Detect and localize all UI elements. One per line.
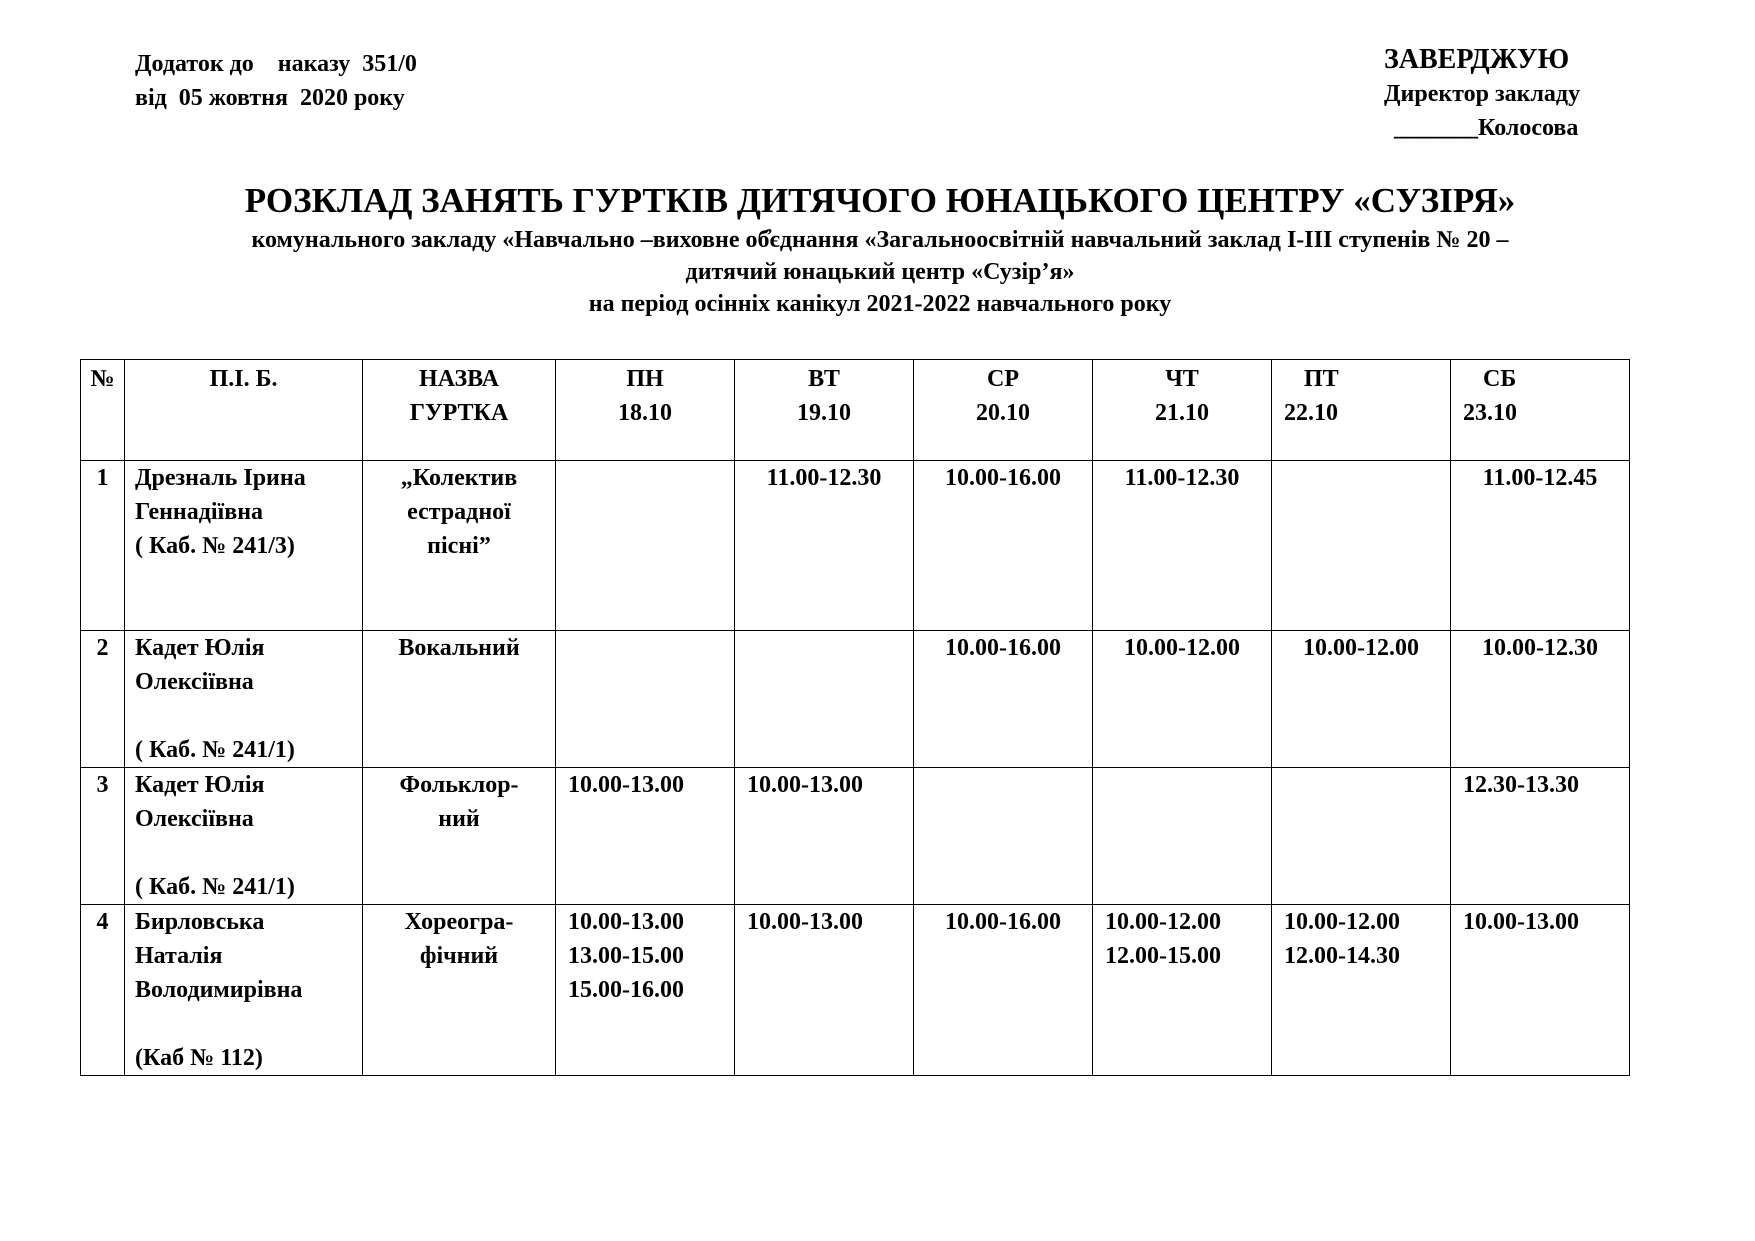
time-cell-fri: [1272, 905, 1451, 1076]
time-slot: 10.00-12.00: [1303, 635, 1419, 661]
header-day-sat: [1451, 360, 1630, 461]
time-cell-wed: [914, 631, 1093, 768]
subtitle-line-3: на період осінніх канікул 2021-2022 навчального року: [588, 291, 1172, 317]
time-cell-thu: [1093, 461, 1272, 631]
time-cell-thu: [1093, 631, 1272, 768]
time-cell-mon: [556, 905, 735, 1076]
time-slot: 10.00-12.00: [1124, 635, 1240, 661]
order-line-1: Додаток до наказу 351/0: [135, 51, 417, 77]
teacher-name-line: Володимирівна: [135, 977, 303, 1003]
club-name: [363, 631, 556, 768]
teacher-name-line: Дрезналь Ірина: [135, 465, 306, 491]
club-name-line: ний: [438, 806, 480, 832]
director-signature: _______Колосова: [1394, 115, 1579, 141]
row-number: 4: [81, 905, 125, 1076]
teacher-name-line: (Каб № 112): [135, 1045, 263, 1071]
table-row: [81, 768, 1630, 905]
header-day-wed: [914, 360, 1093, 461]
time-cell-tue: [735, 461, 914, 631]
time-slot: 10.00-12.30: [1482, 635, 1598, 661]
time-slot: 10.00-13.00: [568, 909, 684, 935]
time-cell-tue: [735, 631, 914, 768]
teacher-name-line: [135, 836, 362, 870]
order-reference: [135, 47, 417, 115]
time-slot: 10.00-13.00: [1463, 909, 1579, 935]
subtitle-line-1: комунального закладу «Навчально –виховне об̓єднання «Загальноосвітній навчальний заклад І-ІІІ ступенів № 20 –: [251, 227, 1509, 253]
teacher-name-line: [135, 699, 362, 733]
teacher-name-line: ( Каб. № 241/3): [135, 533, 295, 559]
time-cell-fri: [1272, 461, 1451, 631]
teacher-name-line: ( Каб. № 241/1): [135, 874, 295, 900]
table-row: [81, 905, 1630, 1076]
day-name: СБ: [1483, 366, 1517, 392]
teacher-name-line: Олексіївна: [135, 806, 254, 832]
time-slot: 10.00-12.00: [1284, 909, 1400, 935]
subtitle-line-2: дитячий юнацький центр «Сузір’я»: [685, 259, 1075, 285]
day-date: 18.10: [618, 400, 672, 426]
club-name-line: естрадної: [407, 499, 511, 525]
teacher-name-line: ( Каб. № 241/1): [135, 737, 295, 763]
time-slot: 12.00-14.30: [1284, 943, 1400, 969]
teacher-name-line: Наталія: [135, 943, 223, 969]
club-name-line: пісні”: [427, 533, 491, 559]
day-date: 23.10: [1463, 400, 1517, 426]
header-name: П.І. Б.: [125, 360, 363, 461]
time-cell-wed: [914, 768, 1093, 905]
time-cell-wed: [914, 905, 1093, 1076]
row-number: 1: [81, 461, 125, 631]
time-slot: 13.00-15.00: [568, 943, 684, 969]
time-cell-sat: [1451, 768, 1630, 905]
header-num: №: [81, 360, 125, 461]
time-slot: 15.00-16.00: [568, 977, 684, 1003]
schedule-table: [80, 359, 1630, 1076]
club-name: [363, 461, 556, 631]
table-row: [81, 461, 1630, 631]
director-position: Директор закладу: [1384, 81, 1581, 107]
day-name: ВТ: [808, 366, 840, 392]
time-cell-fri: [1272, 631, 1451, 768]
time-cell-tue: [735, 905, 914, 1076]
club-name-line: фічний: [419, 943, 499, 969]
time-slot: 10.00-16.00: [945, 465, 1061, 491]
time-cell-mon: [556, 631, 735, 768]
day-date: 21.10: [1155, 400, 1209, 426]
approval-block: [1384, 43, 1580, 145]
time-cell-thu: [1093, 905, 1272, 1076]
schedule-body: [81, 461, 1630, 1076]
time-slot: 10.00-13.00: [568, 772, 684, 798]
day-name: ПН: [626, 366, 664, 392]
time-cell-sat: [1451, 461, 1630, 631]
order-line-2: від 05 жовтня 2020 року: [135, 85, 405, 111]
teacher-name: [125, 905, 363, 1076]
club-name-line: Фольклор-: [399, 772, 519, 798]
teacher-name: [125, 631, 363, 768]
club-name-line: „Колектив: [400, 465, 518, 491]
club-name-line: Хореогра-: [404, 909, 514, 935]
header-club: [363, 360, 556, 461]
header-day-mon: [556, 360, 735, 461]
teacher-name: [125, 461, 363, 631]
header-day-thu: [1093, 360, 1272, 461]
table-header-row: [81, 360, 1630, 461]
header-club-line: ГУРТКА: [409, 400, 509, 426]
time-slot: 10.00-13.00: [747, 909, 863, 935]
header-club-line: НАЗВА: [419, 366, 499, 392]
time-cell-sat: [1451, 631, 1630, 768]
time-slot: 11.00-12.30: [766, 465, 882, 491]
time-slot: 10.00-16.00: [945, 635, 1061, 661]
teacher-name: [125, 768, 363, 905]
day-name: ЧТ: [1165, 366, 1199, 392]
day-name: СР: [987, 366, 1019, 392]
page-title: РОЗКЛАД ЗАНЯТЬ ГУРТКІВ ДИТЯЧОГО ЮНАЦЬКОГО ЦЕНТРУ «СУЗІРЯ»: [244, 181, 1516, 220]
time-slot: 12.00-15.00: [1105, 943, 1221, 969]
time-slot: 11.00-12.45: [1482, 465, 1598, 491]
time-slot: 10.00-16.00: [945, 909, 1061, 935]
time-slot: 11.00-12.30: [1124, 465, 1240, 491]
club-name-line: Вокальний: [398, 635, 520, 661]
teacher-name-line: [135, 1007, 362, 1041]
teacher-name-line: Кадет Юлія: [135, 772, 265, 798]
day-date: 22.10: [1284, 400, 1338, 426]
teacher-name-line: Олексіївна: [135, 669, 254, 695]
day-date: 20.10: [976, 400, 1030, 426]
club-name: [363, 768, 556, 905]
approve-label: ЗАВЕРДЖУЮ: [1384, 44, 1570, 75]
time-cell-sat: [1451, 905, 1630, 1076]
day-date: 19.10: [797, 400, 851, 426]
teacher-name-line: Бирловська: [135, 909, 265, 935]
time-cell-tue: [735, 768, 914, 905]
club-name: [363, 905, 556, 1076]
teacher-name-line: Геннадіївна: [135, 499, 264, 525]
day-name: ПТ: [1304, 366, 1339, 392]
time-slot: 10.00-12.00: [1105, 909, 1221, 935]
header-day-fri: [1272, 360, 1451, 461]
time-slot: 12.30-13.30: [1463, 772, 1579, 798]
row-number: 2: [81, 631, 125, 768]
time-cell-mon: [556, 461, 735, 631]
time-cell-thu: [1093, 768, 1272, 905]
table-row: [81, 631, 1630, 768]
teacher-name-line: Кадет Юлія: [135, 635, 265, 661]
header-day-tue: [735, 360, 914, 461]
time-cell-fri: [1272, 768, 1451, 905]
row-number: 3: [81, 768, 125, 905]
time-slot: 10.00-13.00: [747, 772, 863, 798]
time-cell-wed: [914, 461, 1093, 631]
time-cell-mon: [556, 768, 735, 905]
title-block: [60, 178, 1700, 320]
